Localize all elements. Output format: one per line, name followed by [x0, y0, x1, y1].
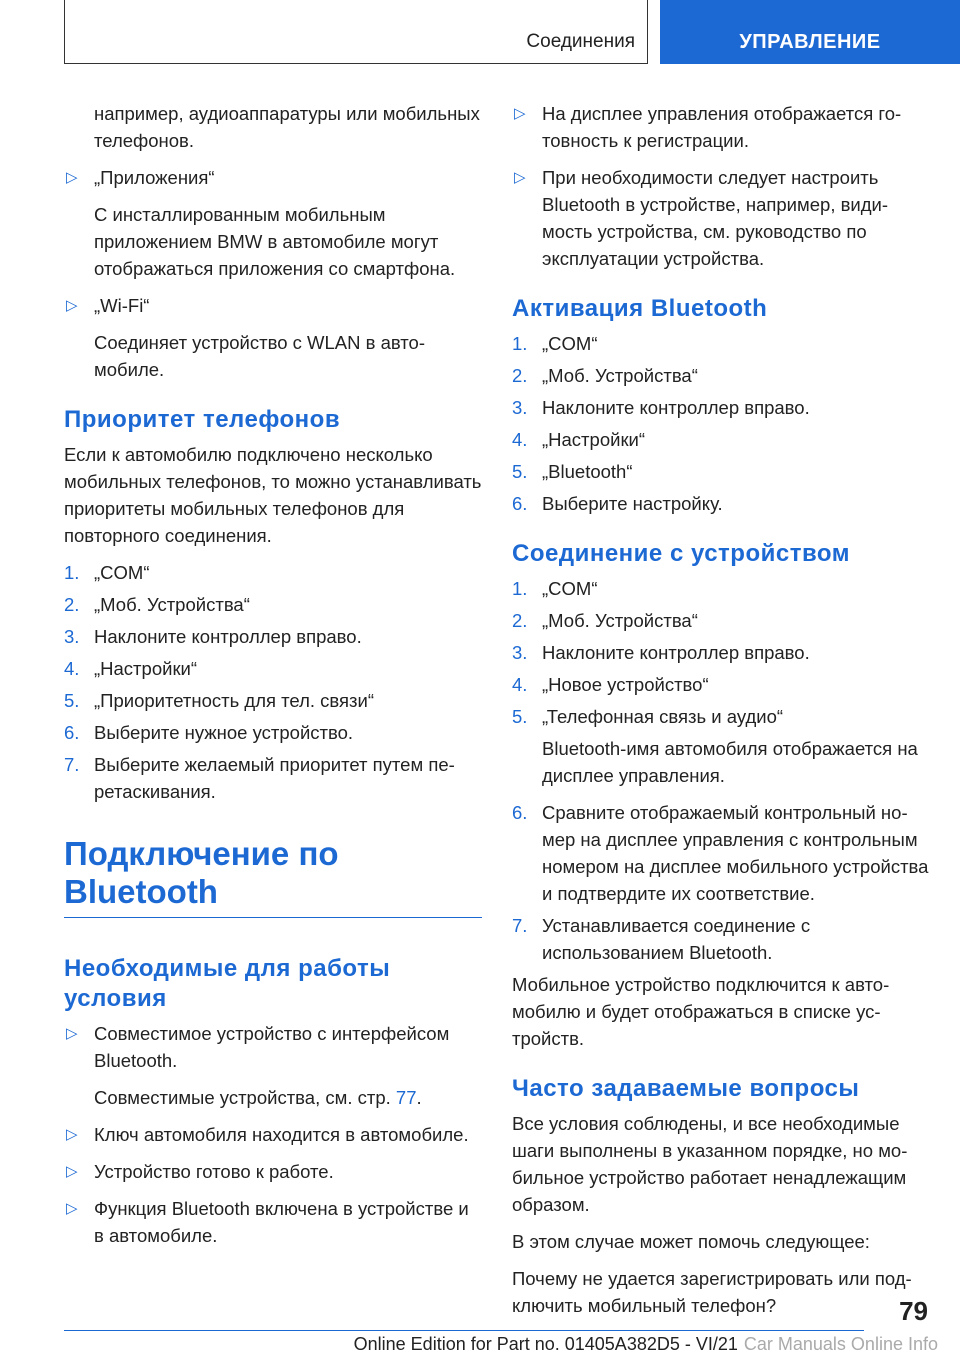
step-number: 3. — [64, 626, 80, 647]
step-number: 1. — [512, 333, 528, 354]
bullet-item — [64, 164, 482, 191]
bullet-text: „Wi-Fi“ — [94, 295, 150, 316]
step-text: Наклоните контроллер вправо. — [542, 642, 810, 663]
step-text: „Моб. Устройства“ — [94, 594, 250, 615]
bullet-text: На дисплее управления отображается готовность к регистрации. — [542, 103, 902, 151]
bullet-text: „Приложения“ — [94, 167, 215, 188]
step-number: 2. — [512, 610, 528, 631]
step-note: Bluetooth-имя автомобиля отображается на дисплее управления. — [542, 738, 918, 786]
bullet-text: Функция Bluetooth включена в устройстве и в автомобиле. — [94, 1198, 469, 1246]
bullet-text: При необходимости следует настроить Bluetooth в устройстве, например, видимость устройства, см. руководство по эксплуатации устройства. — [542, 167, 889, 269]
step-item — [64, 559, 482, 586]
step-number: 5. — [64, 690, 80, 711]
footer-watermark: Car Manuals Online Info — [743, 1334, 938, 1354]
bullet-item — [512, 164, 930, 272]
step-item — [512, 912, 930, 966]
triangle-right-icon: ▷ — [66, 1163, 78, 1180]
footer — [0, 1334, 960, 1355]
step-text: Сравните отображаемый контрольный номер на дисплее управления с контрольным номером на дисплее мобильного устройства и подтвердите их соответствие. — [542, 802, 929, 904]
bullet-item — [64, 1020, 482, 1074]
page-link[interactable]: 77 — [395, 1087, 417, 1108]
compat-note-end: . — [416, 1087, 422, 1108]
compat-note — [64, 1084, 482, 1111]
left-column — [64, 100, 482, 1259]
step-number: 4. — [512, 674, 528, 695]
triangle-right-icon: ▷ — [66, 297, 78, 314]
bullet-text: Ключ автомобиля находится в автомобиле. — [94, 1124, 469, 1145]
step-item — [512, 703, 930, 730]
step-text: „COM“ — [542, 333, 598, 354]
step-item — [512, 330, 930, 357]
footer-edition: Online Edition for Part no. 01405A382D5 - VI/21 — [353, 1334, 738, 1354]
step-text: „COM“ — [542, 578, 598, 599]
step-item — [512, 607, 930, 634]
header-section-box — [64, 0, 648, 64]
step-item — [64, 623, 482, 650]
step-text: Выберите настройку. — [542, 493, 723, 514]
step-number: 6. — [512, 493, 528, 514]
right-column — [512, 100, 930, 1329]
header-section-title: Соединения — [526, 31, 635, 52]
step-text: „COM“ — [94, 562, 150, 583]
step-item — [512, 799, 930, 907]
triangle-right-icon: ▷ — [66, 169, 78, 186]
step-item — [512, 362, 930, 389]
heading-activation: Активация Bluetooth — [512, 295, 768, 322]
step-item — [64, 591, 482, 618]
step-text: Наклоните контроллер вправо. — [94, 626, 362, 647]
header-chapter-title: УПРАВЛЕНИЕ — [739, 31, 881, 53]
bullet-description: Соединяет устройство с WLAN в автомобиле. — [94, 332, 426, 380]
step-text: Наклоните контроллер вправо. — [542, 397, 810, 418]
step-item — [512, 639, 930, 666]
header-chapter-tab[interactable] — [660, 0, 960, 64]
step-item — [512, 671, 930, 698]
step-text: „Настройки“ — [94, 658, 198, 679]
step-item — [512, 426, 930, 453]
heading-faq: Часто задаваемые вопросы — [512, 1075, 860, 1102]
bullet-item — [512, 100, 930, 154]
bullet-item — [64, 1195, 482, 1249]
step-text: „Телефонная связь и аудио“ — [542, 706, 784, 727]
step-item — [512, 575, 930, 602]
footer-divider — [64, 1330, 864, 1331]
chapter-title — [64, 835, 482, 918]
step-number: 5. — [512, 461, 528, 482]
bullet-description: С инсталлированным мобильным приложением BMW в автомобиле могут отображаться приложения со смартфона. — [94, 204, 456, 279]
step-text: „Настройки“ — [542, 429, 646, 450]
step-item — [64, 751, 482, 805]
triangle-right-icon: ▷ — [66, 1025, 78, 1042]
step-item — [64, 687, 482, 714]
step-number: 3. — [512, 397, 528, 418]
step-number: 5. — [512, 706, 528, 727]
step-number: 1. — [512, 578, 528, 599]
step-number: 4. — [64, 658, 80, 679]
step-text: „Приоритетность для тел. связи“ — [94, 690, 375, 711]
heading-phone-priority: Приоритет телефонов — [64, 406, 341, 433]
step-item — [512, 458, 930, 485]
bullet-item — [64, 1158, 482, 1185]
step-number: 7. — [512, 915, 528, 936]
bullet-item — [64, 1121, 482, 1148]
step-text: Выберите желаемый приоритет путем перетаскивания. — [94, 754, 455, 802]
step-text: „Bluetooth“ — [542, 461, 633, 482]
faq-question: Почему не удается зарегистрировать или подключить мобильный телефон? — [512, 1268, 912, 1316]
bullet-text: Устройство готово к работе. — [94, 1161, 334, 1182]
bullet-item — [64, 292, 482, 319]
connect-result: Мобильное устройство подключится к автомобилю и будет отображаться в списке устройств. — [512, 974, 890, 1049]
compat-note-text: Совместимые устройства, см. стр. — [94, 1087, 391, 1108]
chapter-title-line1: Подключение по — [64, 835, 339, 872]
chapter-title-line2: Bluetooth — [64, 873, 218, 910]
priority-intro: Если к автомобилю подключено несколько мобильных телефонов, то можно устанавливать приоритеты мобильных телефонов для повторного соединения. — [64, 444, 482, 546]
triangle-right-icon: ▷ — [66, 1126, 78, 1143]
bullet-text: Совместимое устройство с интерфейсом Bluetooth. — [94, 1023, 450, 1071]
triangle-right-icon: ▷ — [66, 1200, 78, 1217]
step-text: Устанавливается соединение с использованием Bluetooth. — [542, 915, 811, 963]
triangle-right-icon: ▷ — [514, 169, 526, 186]
step-text: „Новое устройство“ — [542, 674, 709, 695]
step-number: 4. — [512, 429, 528, 450]
step-number: 2. — [64, 594, 80, 615]
step-number: 2. — [512, 365, 528, 386]
step-number: 6. — [512, 802, 528, 823]
step-item — [64, 719, 482, 746]
continued-text: например, аудиоаппаратуры или мобильных телефонов. — [94, 103, 480, 151]
faq-text: Все условия соблюдены, и все необходимые шаги выполнены в указанном порядке, но мобильное устройство работает ненадлежащим образом. — [512, 1113, 908, 1215]
step-number: 1. — [64, 562, 80, 583]
triangle-right-icon: ▷ — [514, 105, 526, 122]
step-text: „Моб. Устройства“ — [542, 610, 698, 631]
heading-connect-device: Соединение с устройством — [512, 540, 851, 567]
step-number: 3. — [512, 642, 528, 663]
step-number: 7. — [64, 754, 80, 775]
heading-requirements: Необходимые для работы условия — [64, 955, 391, 1012]
step-item — [64, 655, 482, 682]
step-text: „Моб. Устройства“ — [542, 365, 698, 386]
page-number: 79 — [899, 1296, 928, 1326]
faq-text-2: В этом случае может помочь следующее: — [512, 1231, 870, 1252]
step-number: 6. — [64, 722, 80, 743]
step-item — [512, 394, 930, 421]
step-text: Выберите нужное устройство. — [94, 722, 354, 743]
step-item — [512, 490, 930, 517]
